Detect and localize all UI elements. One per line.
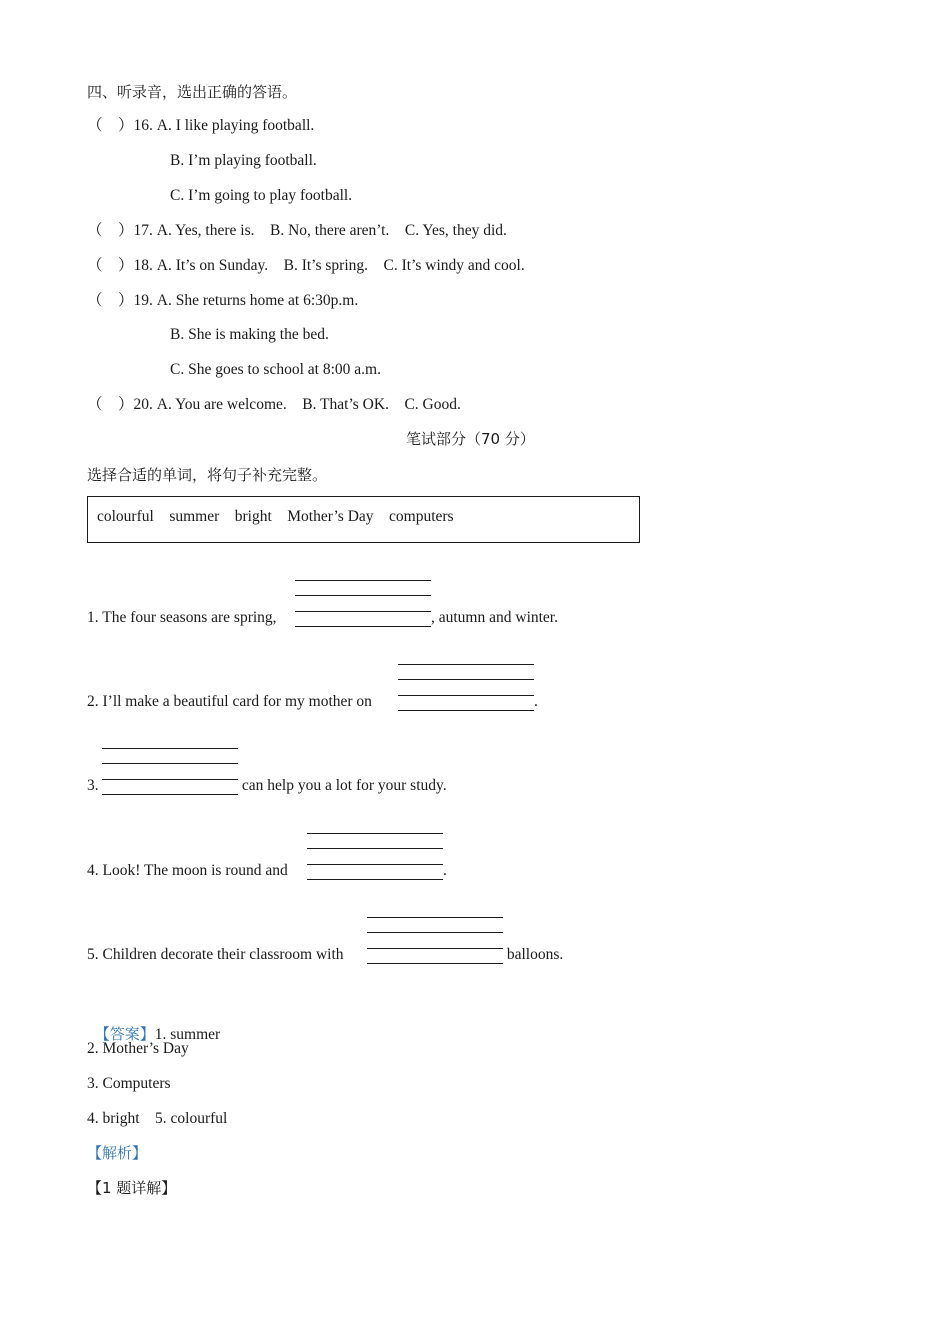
question-16: （ ）16. A. I like playing football. xyxy=(87,117,315,134)
question-20: （ ）20. A. You are welcome. B. That’s OK. C. Good. xyxy=(87,396,461,413)
question-19: （ ）19. A. She returns home at 6:30p.m. xyxy=(87,292,359,309)
written-section-title: 笔试部分（70 分） xyxy=(406,430,535,448)
written-instruction: 选择合适的单词，将句子补充完整。 xyxy=(87,466,328,484)
answer-label: 【答案】 xyxy=(94,1025,155,1043)
sentence-2-start: 2. I’ll make a beautiful card for my mother on xyxy=(87,693,376,710)
blank-4-line-bottom xyxy=(307,879,443,880)
answer-4-5: 4. bright 5. colourful xyxy=(87,1110,228,1127)
blank-2-line-mid xyxy=(398,679,534,680)
sentence-5-start: 5. Children decorate their classroom with xyxy=(87,946,348,963)
blank-4-line-mid xyxy=(307,848,443,849)
question-18: （ ）18. A. It’s on Sunday. B. It’s spring. C. It’s windy and cool. xyxy=(87,257,525,274)
blank-5-line-mid xyxy=(367,932,503,933)
blank-5-line-bottom xyxy=(367,963,503,964)
blank-3-line-mid xyxy=(102,763,238,764)
question-17: （ ）17. A. Yes, there is. B. No, there aren’t. C. Yes, they did. xyxy=(87,222,507,239)
sentence-3-start: 3. xyxy=(87,777,103,794)
sentence-1-start: 1. The four seasons are spring, xyxy=(87,609,281,626)
blank-3-line-top xyxy=(102,748,238,749)
blank-2-line-bottom xyxy=(398,710,534,711)
answer-2: 2. Mother’s Day xyxy=(87,1040,189,1057)
blank-1-line-mid xyxy=(295,595,431,596)
blank-1-line-top xyxy=(295,580,431,581)
analysis-label: 【解析】 xyxy=(87,1144,148,1162)
sentence-4-start: 4. Look! The moon is round and xyxy=(87,862,292,879)
answer-3: 3. Computers xyxy=(87,1075,171,1092)
sentence-1-end: , autumn and winter. xyxy=(431,609,558,626)
word-bank: colourful summer bright Mother’s Day computers xyxy=(97,508,454,525)
sentence-3-end: can help you a lot for your study. xyxy=(238,777,447,794)
listening-heading: 四、听录音，选出正确的答语。 xyxy=(87,83,298,101)
blank-2-line-low xyxy=(398,695,534,696)
blank-4-line-low xyxy=(307,864,443,865)
answer-1: 1. summer xyxy=(154,1026,221,1043)
blank-3-line-bottom xyxy=(102,794,238,795)
blank-4-line-top xyxy=(307,833,443,834)
question-19-option-b: B. She is making the bed. xyxy=(170,326,329,343)
question-16-option-b: B. I’m playing football. xyxy=(170,152,317,169)
blank-2-line-top xyxy=(398,664,534,665)
blank-5-line-top xyxy=(367,917,503,918)
question-16-option-c: C. I’m going to play football. xyxy=(170,187,353,204)
sentence-2-end: . xyxy=(534,693,538,710)
detail-label: 【1 题详解】 xyxy=(87,1179,177,1197)
blank-5-line-low xyxy=(367,948,503,949)
word-bank-box xyxy=(87,496,640,543)
sentence-5-end: balloons. xyxy=(503,946,564,963)
sentence-4-end: . xyxy=(443,862,447,879)
question-19-option-c: C. She goes to school at 8:00 a.m. xyxy=(170,361,381,378)
blank-3-line-low xyxy=(102,779,238,780)
blank-1-line-bottom xyxy=(295,626,431,627)
blank-1-line-low xyxy=(295,611,431,612)
